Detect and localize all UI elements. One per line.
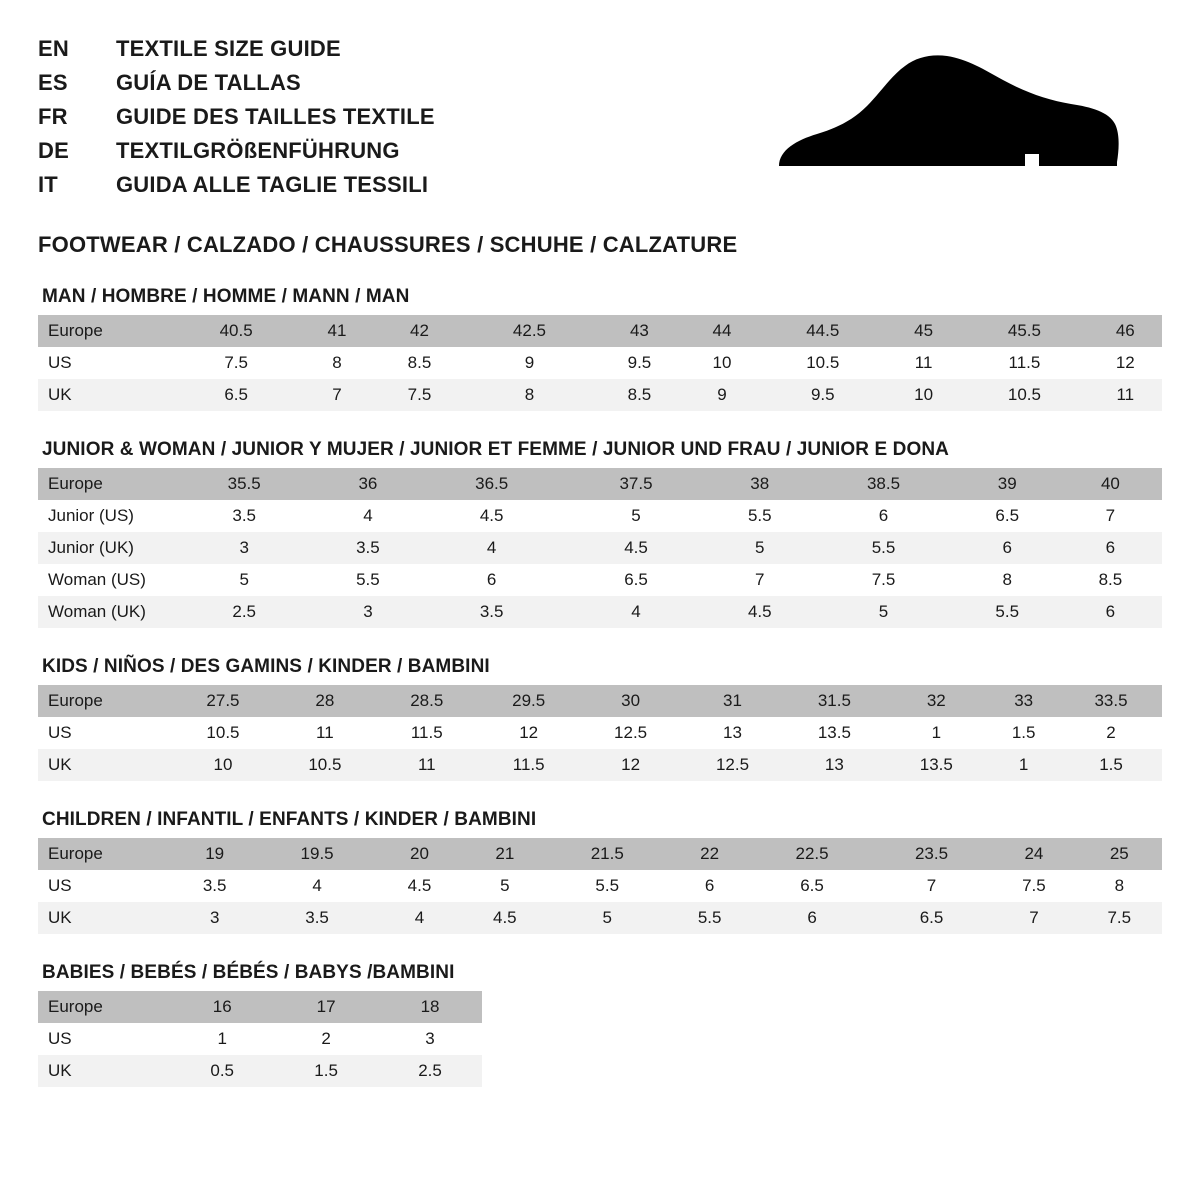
size-table-man bbox=[38, 315, 1162, 411]
language-code: FR bbox=[38, 104, 68, 129]
table-row bbox=[38, 532, 1162, 564]
table-row bbox=[38, 500, 1162, 532]
cell: 7.5 bbox=[374, 379, 466, 411]
cell: 5.5 bbox=[667, 902, 752, 934]
cell: 10 bbox=[887, 379, 960, 411]
cell: 10.5 bbox=[172, 717, 274, 749]
cell: 2 bbox=[1060, 717, 1162, 749]
cell: 11 bbox=[376, 749, 478, 781]
table-row bbox=[38, 468, 1162, 500]
cell: 8 bbox=[465, 379, 593, 411]
cell: 44.5 bbox=[759, 315, 887, 347]
category-junior-woman bbox=[38, 439, 1162, 628]
cell: 22.5 bbox=[752, 838, 871, 870]
cell: 37.5 bbox=[564, 468, 708, 500]
cell: 42 bbox=[374, 315, 466, 347]
language-row bbox=[38, 138, 435, 172]
page-header bbox=[38, 30, 1162, 206]
cell: 12 bbox=[1089, 347, 1162, 379]
cell: 9.5 bbox=[594, 347, 686, 379]
cell: 1 bbox=[885, 717, 987, 749]
cell: 3.5 bbox=[316, 532, 419, 564]
cell: 5 bbox=[548, 902, 667, 934]
cell: 35.5 bbox=[172, 468, 316, 500]
cell: 6 bbox=[811, 500, 955, 532]
cell: 6.5 bbox=[172, 379, 300, 411]
cell: 38 bbox=[708, 468, 811, 500]
cell: 45 bbox=[887, 315, 960, 347]
table-row bbox=[38, 717, 1162, 749]
table-row bbox=[38, 1055, 482, 1087]
cell: 10 bbox=[685, 347, 758, 379]
cell: 13.5 bbox=[783, 717, 885, 749]
language-code: DE bbox=[38, 138, 69, 163]
cell: 13 bbox=[783, 749, 885, 781]
row-label: UK bbox=[38, 902, 172, 934]
table-row bbox=[38, 870, 1162, 902]
row-label: US bbox=[38, 347, 172, 379]
cell: 3 bbox=[172, 902, 257, 934]
cell: 36 bbox=[316, 468, 419, 500]
cell: 13 bbox=[682, 717, 784, 749]
table-row bbox=[38, 596, 1162, 628]
cell: 10 bbox=[172, 749, 274, 781]
cell: 2.5 bbox=[378, 1055, 482, 1087]
language-titles bbox=[38, 30, 435, 206]
dress-shoe-icon bbox=[756, 30, 1162, 184]
cell: 5 bbox=[172, 564, 316, 596]
table-row bbox=[38, 838, 1162, 870]
cell: 6 bbox=[667, 870, 752, 902]
category-title: CHILDREN / INFANTIL / ENFANTS / KINDER / BAMBINI bbox=[42, 809, 537, 830]
cell: 0.5 bbox=[170, 1055, 274, 1087]
row-label: US bbox=[38, 870, 172, 902]
cell: 21 bbox=[462, 838, 547, 870]
cell: 6 bbox=[419, 564, 563, 596]
cell: 10.5 bbox=[274, 749, 376, 781]
row-label: Junior (US) bbox=[38, 500, 172, 532]
cell: 28.5 bbox=[376, 685, 478, 717]
language-code: EN bbox=[38, 36, 69, 61]
cell: 11 bbox=[1089, 379, 1162, 411]
cell: 7 bbox=[872, 870, 991, 902]
language-title: GUIDA ALLE TAGLIE TESSILI bbox=[116, 172, 429, 197]
cell: 3.5 bbox=[419, 596, 563, 628]
table-row bbox=[38, 564, 1162, 596]
cell: 3.5 bbox=[172, 870, 257, 902]
cell: 3.5 bbox=[172, 500, 316, 532]
cell: 4.5 bbox=[564, 532, 708, 564]
language-title: TEXTILGRÖßENFÜHRUNG bbox=[116, 138, 400, 163]
cell: 22 bbox=[667, 838, 752, 870]
table-row bbox=[38, 749, 1162, 781]
cell: 5 bbox=[564, 500, 708, 532]
cell: 6.5 bbox=[872, 902, 991, 934]
cell: 45.5 bbox=[960, 315, 1088, 347]
cell: 7.5 bbox=[1077, 902, 1162, 934]
size-table-kids bbox=[38, 685, 1162, 781]
cell: 2.5 bbox=[172, 596, 316, 628]
cell: 18 bbox=[378, 991, 482, 1023]
cell: 7.5 bbox=[991, 870, 1076, 902]
cell: 1 bbox=[987, 749, 1060, 781]
cell: 28 bbox=[274, 685, 376, 717]
row-label: UK bbox=[38, 749, 172, 781]
cell: 33 bbox=[987, 685, 1060, 717]
size-table-children bbox=[38, 838, 1162, 934]
cell: 8.5 bbox=[374, 347, 466, 379]
category-title: JUNIOR & WOMAN / JUNIOR Y MUJER / JUNIOR ET FEMME / JUNIOR UND FRAU / JUNIOR E DONA bbox=[42, 439, 950, 460]
table-row bbox=[38, 685, 1162, 717]
cell: 6.5 bbox=[752, 870, 871, 902]
table-row bbox=[38, 379, 1162, 411]
language-code: ES bbox=[38, 70, 68, 95]
cell: 40.5 bbox=[172, 315, 300, 347]
cell: 9 bbox=[465, 347, 593, 379]
row-label: Europe bbox=[38, 685, 172, 717]
cell: 5.5 bbox=[316, 564, 419, 596]
cell: 21.5 bbox=[548, 838, 667, 870]
cell: 5 bbox=[462, 870, 547, 902]
cell: 7 bbox=[991, 902, 1076, 934]
row-label: US bbox=[38, 717, 172, 749]
language-title: GUÍA DE TALLAS bbox=[116, 70, 301, 95]
cell: 12 bbox=[580, 749, 682, 781]
cell: 6 bbox=[1059, 596, 1162, 628]
row-label: Woman (US) bbox=[38, 564, 172, 596]
cell: 4.5 bbox=[419, 500, 563, 532]
category-babies bbox=[38, 962, 1162, 1087]
row-label: US bbox=[38, 1023, 170, 1055]
cell: 13.5 bbox=[885, 749, 987, 781]
cell: 4 bbox=[316, 500, 419, 532]
cell: 7.5 bbox=[172, 347, 300, 379]
row-label: UK bbox=[38, 379, 172, 411]
cell: 17 bbox=[274, 991, 378, 1023]
cell: 30 bbox=[580, 685, 682, 717]
table-row bbox=[38, 902, 1162, 934]
cell: 42.5 bbox=[465, 315, 593, 347]
cell: 36.5 bbox=[419, 468, 563, 500]
language-row bbox=[38, 104, 435, 138]
cell: 8 bbox=[1077, 870, 1162, 902]
cell: 19.5 bbox=[257, 838, 376, 870]
language-row bbox=[38, 36, 435, 70]
cell: 4.5 bbox=[708, 596, 811, 628]
table-row bbox=[38, 315, 1162, 347]
cell: 7 bbox=[708, 564, 811, 596]
category-title: KIDS / NIÑOS / DES GAMINS / KINDER / BAMBINI bbox=[42, 656, 490, 677]
cell: 4.5 bbox=[377, 870, 462, 902]
row-label: UK bbox=[38, 1055, 170, 1087]
cell: 1 bbox=[170, 1023, 274, 1055]
cell: 43 bbox=[594, 315, 686, 347]
cell: 7 bbox=[1059, 500, 1162, 532]
cell: 12 bbox=[478, 717, 580, 749]
cell: 7 bbox=[300, 379, 373, 411]
language-row bbox=[38, 172, 435, 206]
size-table-babies bbox=[38, 991, 482, 1087]
cell: 4 bbox=[377, 902, 462, 934]
cell: 11.5 bbox=[376, 717, 478, 749]
table-row bbox=[38, 1023, 482, 1055]
cell: 8.5 bbox=[1059, 564, 1162, 596]
cell: 8 bbox=[956, 564, 1059, 596]
cell: 3 bbox=[378, 1023, 482, 1055]
category-kids bbox=[38, 656, 1162, 781]
size-table-junior-woman bbox=[38, 468, 1162, 628]
cell: 3 bbox=[172, 532, 316, 564]
cell: 29.5 bbox=[478, 685, 580, 717]
cell: 1.5 bbox=[987, 717, 1060, 749]
row-label: Junior (UK) bbox=[38, 532, 172, 564]
cell: 6 bbox=[1059, 532, 1162, 564]
cell: 6 bbox=[956, 532, 1059, 564]
cell: 31 bbox=[682, 685, 784, 717]
cell: 11 bbox=[274, 717, 376, 749]
table-row bbox=[38, 347, 1162, 379]
language-code: IT bbox=[38, 172, 58, 197]
cell: 20 bbox=[377, 838, 462, 870]
cell: 8.5 bbox=[594, 379, 686, 411]
cell: 4 bbox=[419, 532, 563, 564]
cell: 31.5 bbox=[783, 685, 885, 717]
cell: 9 bbox=[685, 379, 758, 411]
row-label: Europe bbox=[38, 468, 172, 500]
section-title: FOOTWEAR / CALZADO / CHAUSSURES / SCHUHE / CALZATURE bbox=[38, 232, 738, 257]
language-title: TEXTILE SIZE GUIDE bbox=[116, 36, 341, 61]
cell: 3.5 bbox=[257, 902, 376, 934]
cell: 25 bbox=[1077, 838, 1162, 870]
cell: 40 bbox=[1059, 468, 1162, 500]
cell: 5.5 bbox=[548, 870, 667, 902]
cell: 6.5 bbox=[956, 500, 1059, 532]
cell: 46 bbox=[1089, 315, 1162, 347]
table-row bbox=[38, 991, 482, 1023]
cell: 11.5 bbox=[960, 347, 1088, 379]
cell: 10.5 bbox=[960, 379, 1088, 411]
cell: 4.5 bbox=[462, 902, 547, 934]
cell: 32 bbox=[885, 685, 987, 717]
cell: 24 bbox=[991, 838, 1076, 870]
category-man bbox=[38, 286, 1162, 411]
cell: 9.5 bbox=[759, 379, 887, 411]
cell: 41 bbox=[300, 315, 373, 347]
cell: 38.5 bbox=[811, 468, 955, 500]
category-title: MAN / HOMBRE / HOMME / MANN / MAN bbox=[42, 286, 410, 307]
row-label: Europe bbox=[38, 315, 172, 347]
cell: 7.5 bbox=[811, 564, 955, 596]
cell: 5.5 bbox=[811, 532, 955, 564]
cell: 2 bbox=[274, 1023, 378, 1055]
cell: 5 bbox=[811, 596, 955, 628]
language-title: GUIDE DES TAILLES TEXTILE bbox=[116, 104, 435, 129]
cell: 3 bbox=[316, 596, 419, 628]
row-label: Woman (UK) bbox=[38, 596, 172, 628]
row-label: Europe bbox=[38, 838, 172, 870]
cell: 11 bbox=[887, 347, 960, 379]
cell: 10.5 bbox=[759, 347, 887, 379]
cell: 12.5 bbox=[580, 717, 682, 749]
cell: 44 bbox=[685, 315, 758, 347]
cell: 1.5 bbox=[1060, 749, 1162, 781]
cell: 39 bbox=[956, 468, 1059, 500]
row-label: Europe bbox=[38, 991, 170, 1023]
cell: 16 bbox=[170, 991, 274, 1023]
cell: 5.5 bbox=[956, 596, 1059, 628]
category-children bbox=[38, 809, 1162, 934]
cell: 6 bbox=[752, 902, 871, 934]
language-row bbox=[38, 70, 435, 104]
cell: 23.5 bbox=[872, 838, 991, 870]
cell: 12.5 bbox=[682, 749, 784, 781]
cell: 5 bbox=[708, 532, 811, 564]
cell: 8 bbox=[300, 347, 373, 379]
cell: 27.5 bbox=[172, 685, 274, 717]
cell: 33.5 bbox=[1060, 685, 1162, 717]
cell: 4 bbox=[564, 596, 708, 628]
cell: 4 bbox=[257, 870, 376, 902]
category-title: BABIES / BEBÉS / BÉBÉS / BABYS /BAMBINI bbox=[42, 962, 455, 983]
cell: 1.5 bbox=[274, 1055, 378, 1087]
cell: 11.5 bbox=[478, 749, 580, 781]
cell: 19 bbox=[172, 838, 257, 870]
cell: 5.5 bbox=[708, 500, 811, 532]
cell: 6.5 bbox=[564, 564, 708, 596]
